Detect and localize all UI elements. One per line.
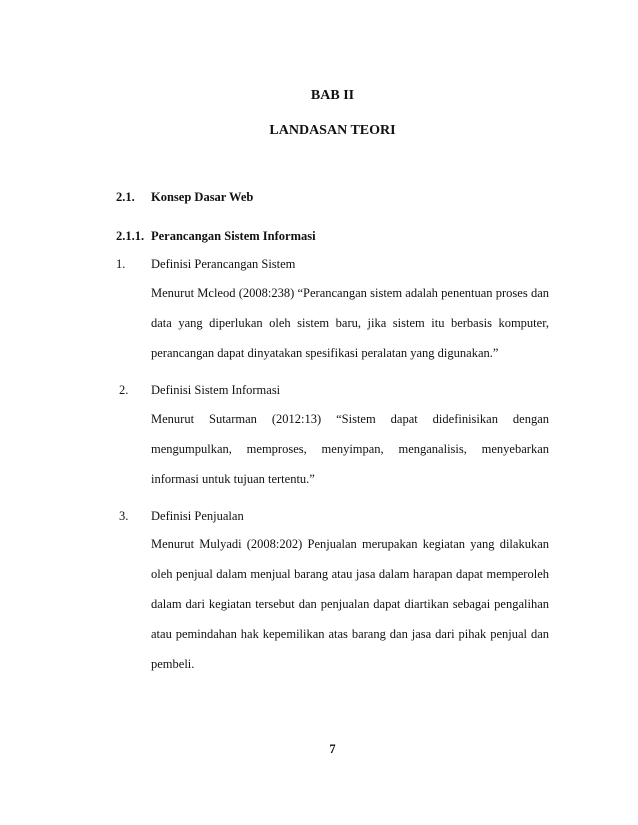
paragraph-line: mengumpulkan, memproses, menyimpan, menganalisis, menyebarkan — [151, 442, 549, 456]
list-item-number: 1. — [116, 257, 126, 271]
paragraph-line: Menurut Mcleod (2008:238) “Perancangan sistem adalah penentuan proses dan — [151, 286, 549, 300]
paragraph-line: data yang diperlukan oleh sistem baru, jika sistem itu berbasis komputer, — [151, 316, 549, 330]
paragraph-line: Menurut Sutarman (2012:13) “Sistem dapat didefinisikan dengan — [151, 412, 549, 426]
section-title: Konsep Dasar Web — [151, 190, 254, 204]
paragraph-line: oleh penjual dalam menjual barang atau jasa dalam harapan dapat memperoleh — [151, 567, 549, 581]
list-item-heading: Definisi Penjualan — [151, 509, 244, 523]
page-number: 7 — [329, 742, 336, 756]
paragraph-line: Menurut Mulyadi (2008:202) Penjualan merupakan kegiatan yang dilakukan — [151, 537, 549, 551]
subsection-number: 2.1.1. — [116, 229, 145, 243]
paragraph-line: dalam dari kegiatan tersebut dan penjualan dapat diartikan sebagai pengalihan — [151, 597, 549, 611]
subsection-title: Perancangan Sistem Informasi — [151, 229, 316, 243]
list-item-heading: Definisi Sistem Informasi — [151, 383, 281, 397]
paragraph-line: atau pemindahan hak kepemilikan atas barang dan jasa dari pihak penjual dan — [151, 627, 549, 641]
section-number: 2.1. — [116, 190, 135, 204]
list-item-heading: Definisi Perancangan Sistem — [151, 257, 296, 271]
chapter-title: LANDASAN TEORI — [269, 123, 396, 138]
paragraph-line: pembeli. — [151, 657, 195, 671]
list-item-number: 3. — [119, 509, 129, 523]
paragraph-line: perancangan dapat dinyatakan spesifikasi peralatan yang digunakan.” — [151, 346, 499, 360]
paragraph-line: informasi untuk tujuan tertentu.” — [151, 472, 315, 486]
list-item-number: 2. — [119, 383, 129, 397]
chapter-number: BAB II — [310, 88, 355, 103]
